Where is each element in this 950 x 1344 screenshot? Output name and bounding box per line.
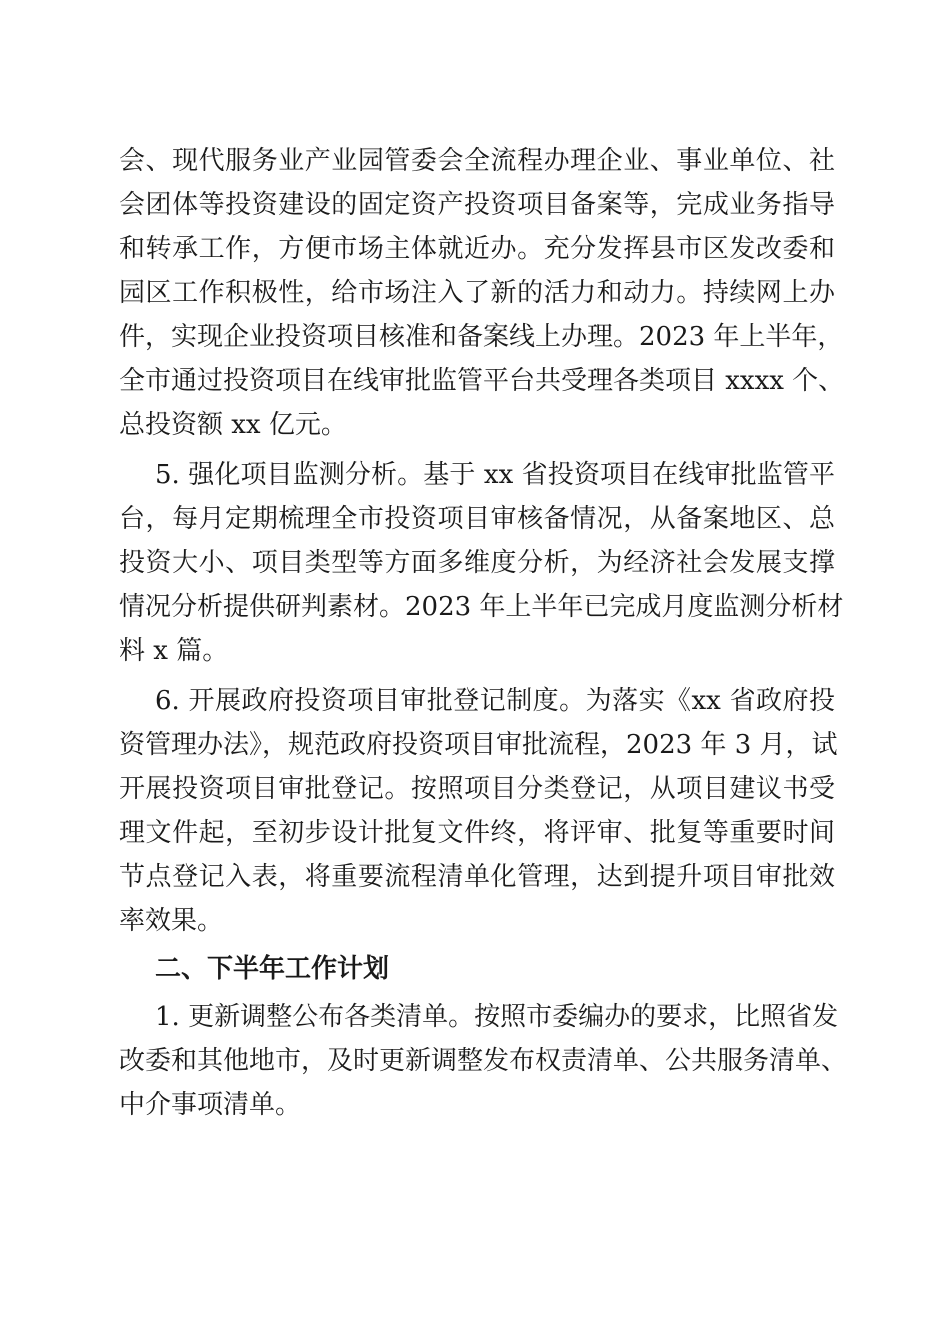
paragraph-line: 件，实现企业投资项目核准和备案线上办理。2023 年上半年， (119, 322, 844, 352)
paragraph-line: 率效果。 (119, 906, 224, 936)
paragraph-line: 会团体等投资建设的固定资产投资项目备案等，完成业务指导 (119, 190, 835, 220)
paragraph-line: 6. 开展政府投资项目审批登记制度。为落实《xx 省政府投 (155, 686, 835, 716)
paragraph-line: 中介事项清单。 (119, 1090, 302, 1120)
section-heading: 二、下半年工作计划 (155, 954, 390, 984)
paragraph-line: 节点登记入表，将重要流程清单化管理，达到提升项目审批效 (119, 862, 835, 892)
paragraph-line: 5. 强化项目监测分析。基于 xx 省投资项目在线审批监管平 (155, 460, 835, 490)
paragraph-line: 理文件起，至初步设计批复文件终，将评审、批复等重要时间 (119, 818, 835, 848)
paragraph-line: 开展投资项目审批登记。按照项目分类登记，从项目建议书受 (119, 774, 835, 804)
paragraph-line: 情况分析提供研判素材。2023 年上半年已完成月度监测分析材 (119, 592, 844, 622)
paragraph-line: 投资大小、项目类型等方面多维度分析，为经济社会发展支撑 (119, 548, 835, 578)
paragraph-line: 和转承工作，方便市场主体就近办。充分发挥县市区发改委和 (119, 234, 835, 264)
paragraph-line: 台，每月定期梳理全市投资项目审核备情况，从备案地区、总 (119, 504, 835, 534)
paragraph-line: 园区工作积极性，给市场注入了新的活力和动力。持续网上办 (119, 278, 835, 308)
paragraph-line: 料 x 篇。 (119, 636, 229, 666)
paragraph-line: 会、现代服务业产业园管委会全流程办理企业、事业单位、社 (119, 146, 835, 176)
paragraph-line: 总投资额 xx 亿元。 (119, 410, 347, 440)
paragraph-line: 1. 更新调整公布各类清单。按照市委编办的要求，比照省发 (155, 1002, 839, 1032)
paragraph-line: 改委和其他地市，及时更新调整发布权责清单、公共服务清单、 (119, 1046, 848, 1076)
paragraph-line: 全市通过投资项目在线审批监管平台共受理各类项目 xxxx 个、 (119, 366, 845, 396)
paragraph-line: 资管理办法》，规范政府投资项目审批流程，2023 年 3 月，试 (119, 730, 838, 760)
